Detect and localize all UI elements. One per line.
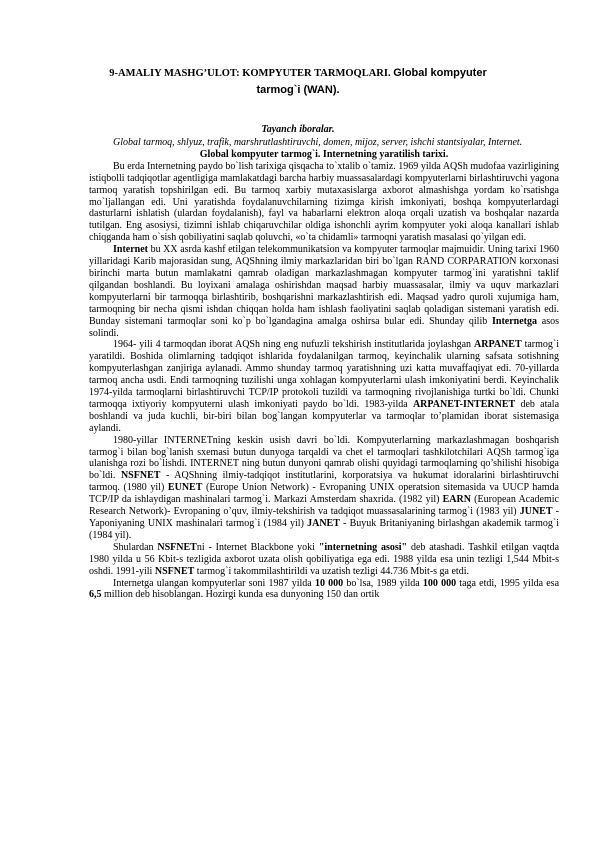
- paragraph-4-c: (Europe Union Network) - Evropaning UNIX operatsion sitemasida va UUCP hamda TCP/IP da ishlaydigan mashinalari tarmog`i. Markazi Amsterdam shaxrida. (1982 yil): [89, 482, 559, 506]
- paragraph-4: [89, 435, 559, 542]
- term-nsfnet-3: NSFNET: [154, 565, 195, 577]
- paragraph-2-text: bu XX asrda kashf etilgan telekommunikatsion va kompyuter tarmoqlar majmuidir. Uning tarixi 1960 yillaridagi Karib majorasidan sung, AQShning ilmiy markazlaridan biri bo`lgan RAND CORPARATION korxonasi birinchi marta butun mamlakatni qamrab oladigan markazlashmagan kompyuter tarmog`ini yaratishni taklif qilgandan boshlandi. Bu loyixani amalaga oshirishdan maqsad harbiy muassasalar, ilmiy va uquv markazlari kompyuterlarni bir tarmoqqa birlashtirib, boshqarishni markazlashtirish edi. Maqsad yadro quroli xujumiga ham, tarmoqning bir necha qismi ishdan chiqqan holda ham ishlash faoliyatini saqlab qoladigan sistemani yaratish edi. Bunday sistemani tarmoqlar soni ko`p bo`lgandagina amalga oshirsa bular edi. Shunday qilib: [89, 244, 559, 327]
- paragraph-6-b: bo`lsa, 1989 yilda: [343, 577, 423, 589]
- term-janet: JANET: [307, 518, 340, 529]
- count-1987: 10 000: [314, 577, 344, 589]
- term-junet: JUNET: [519, 506, 553, 518]
- title-serif-part: 9-AMALIY MASHG’ULOT: KOMPYUTER TARMOQLARI.: [109, 68, 391, 79]
- document-body: [89, 137, 559, 601]
- paragraph-1: [89, 161, 559, 244]
- title-sans-part: Global kompyuter: [393, 67, 487, 79]
- paragraph-4-d: (European Academic Research Network)- Evropaning o’quv, ilmiy-tekshirish va tadqiqot muassasalarining tarmog`i (1983 yil): [89, 494, 559, 518]
- paragraph-5: [89, 542, 559, 578]
- term-internet: Internet: [113, 244, 148, 256]
- paragraph-5-a: Shulardan: [113, 541, 158, 553]
- paragraph-3-b: tarmog`i yaratildi. Boshida olimlarning tadqiqot ishlarida foydalanilgan tarmoq, keyinchalik ularning safsata sotishning kompyuterlashgan zanjiriga aylanadi. Ammo shunday tarmoq yaratishning uzi katta muvaffaqiyat edi. 70-yillarda tarmoq ancha usdi. Endi tarmoqning tuzilishi unga xohlagan kompyuterlarni ulash imkoniyatini berdi. Keyinchalik 1974-yilda tarmoqlarni birlashtiruvchi TCP/IP protokoli tuzildi va tarmoqning rivojlanishiga turtki bo`ldi. Chunki tarmoqqa ixtiyoriy kompyuterni ulash imkoniyati paydo bo`ldi. 1983-yilda: [89, 339, 560, 410]
- paragraph-2: [89, 244, 559, 339]
- term-nsfnet: NSFNET: [120, 470, 161, 482]
- paragraph-3: [89, 339, 559, 434]
- paragraph-1-text: Bu erda Internetning paydo bo`lish tarixiga qisqacha to`xtalib o`tamiz. 1969 yilda AQSh mudofaa vazirligining istiqbolli tadqiqotlar agentligiga mamlakatdagi barcha harbiy muassasalardagi kompyuterlarni birlashtiruvchi yagona tarmoq yaratish topshirilgan edi. Bu tarmoq xarbiy mutaxasislarga axborot almashishga yordam ko`rsatishga mo`ljallangan edi. Uni yaratishda foydalanuvchilarning tizimga kirish imkoniyati, boshqa kompyuterlardagi dasturlarni ishlatish (ulardan foydalanish), fayl va habarlarni elektron aloqa orqali uzatish va boshqalar nazarda tutilgan. Eng asosiysi, tizimni ishlab chiqaruvchilar oldiga ishonchli ayrim kompyuter yoki aloqa kanallari ishlab chiqganda ham o`sish qobiliyatini saqlab qoluvchi, «o`ta chidamli» tarmoqni yaratish masalasi qo`yilgan edi.: [89, 160, 559, 244]
- paragraph-4-b: - AQShning ilmiy-tadqiqot institutlarini, korporatsiya va hukumat idoralarini birlashtiruvchi tarmoq. (1980 yil): [89, 470, 559, 494]
- page-title: [60, 65, 536, 99]
- section-heading: Global kompyuter tarmog`i. Internetning yaratilish tarixi.: [199, 148, 449, 160]
- paragraph-5-c: deb atashadi. Tashkil etilgan vaqtda 1980 yilda u 56 Kbit-s tezligida axborot uzata olish qobiliyatiga ega edi. 1988 yilda esa unin tezligi 1,544 Mbit-s oshdi. 1991-yili: [89, 541, 560, 577]
- paragraph-6-c: taga etdi, 1995 yilda esa: [456, 577, 560, 589]
- paragraph-4-a: 1980-yillar INTERNETning keskin usish davri bo`ldi. Kompyuterlarning markazlashmagan boshqarish tarmog`i bilan bog`lanish sxemasi butun dunyoga tarqaldi va chet el tarmoqlari tashkilotchilari AQSh tarmog`iga ulanishga rozi bo`lishdi. INTERNET ning butun dunyoni qamrab olishi quyidagi tarmoqlarning qo’shilishi hisobiga bo`ldi.: [89, 434, 559, 482]
- paragraph-3-a: 1964- yili 4 tarmoqdan iborat AQSh ning eng nufuzli tekshirish institutlarida joylashgan: [113, 339, 475, 351]
- paragraph-5-b: ni - Internet Blackbone yoki: [196, 541, 319, 553]
- term-eunet: EUNET: [167, 482, 203, 494]
- term-arpanet-internet: ARPANET-INTERNET: [412, 398, 516, 410]
- term-internet-backbone: "internetning asosi": [318, 541, 408, 553]
- paragraph-6-a: Internetga ulangan kompyuterlar soni 1987 yilda: [113, 577, 315, 589]
- title-sans-line2: tarmog`i (WAN).: [256, 84, 340, 96]
- paragraph-4-f: - Buyuk Britaniyaning birlashgan akademik tarmog`i (1984 yil).: [89, 518, 560, 541]
- paragraph-6-d: million deb hisoblangan. Hozirgi kunda esa dunyoning 150 dan ortik: [101, 589, 380, 601]
- paragraph-3-c: deb atala boshlandi va juda kuchli, bir-biri bilan bog`langan kompyuterlar va tarmoqlar to’plamidan iborat sistemasiga aylandi.: [89, 398, 560, 434]
- count-1995: 6,5: [89, 589, 102, 601]
- term-arpanet: ARPANET: [474, 339, 522, 351]
- term-earn: EARN: [442, 494, 471, 506]
- paragraph-5-d: tarmog`i takommilashtirildi va uzatish tezligi 44.736 Mbit-s ga etdi.: [194, 565, 469, 577]
- paragraph-2-end: asos solindi.: [89, 315, 559, 339]
- term-nsfnet-2: NSFNET: [157, 541, 197, 553]
- paragraph-4-e: - Yaponiyaning UNIX mashinalari tarmog`i (1984 yil): [89, 506, 559, 529]
- count-1989: 100 000: [422, 577, 457, 589]
- paragraph-6: [89, 578, 559, 602]
- term-internetga: Internetga: [492, 315, 537, 327]
- keywords-text: Global tarmoq, shlyuz, trafik, marshrutlashtiruvchi, domen, mijoz, server, ishchi stantsiyalar, Internet.: [113, 137, 523, 148]
- keywords-heading: Tayanch iboralar.: [261, 124, 335, 135]
